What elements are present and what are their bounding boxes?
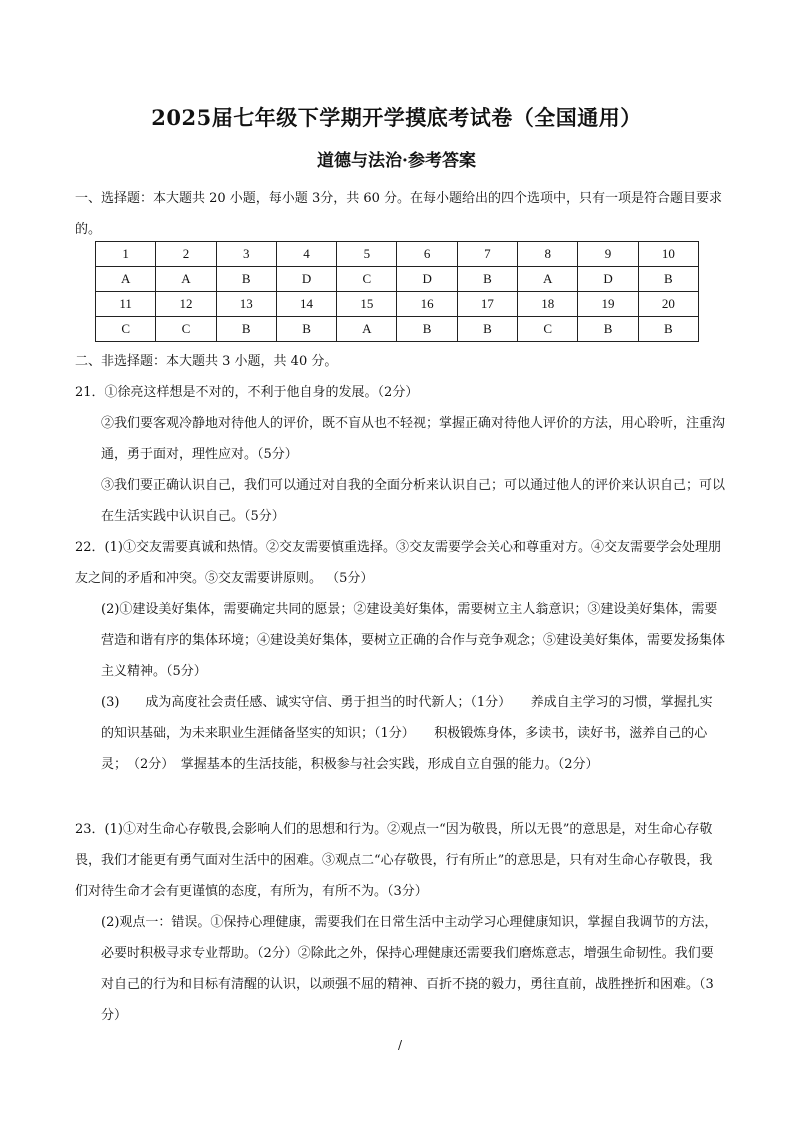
table-cell: 18 xyxy=(518,292,578,317)
table-cell: C xyxy=(156,317,216,342)
q22-part-3: (3) 成为高度社会责任感、诚实守信、勇于担当的时代新人；（1分） 养成自主学习的习惯，掌握扎实的知识基础，为未来职业生涯储备坚实的知识；（1分） 积极锻炼身体，多读书，读好书，滋养自己的心灵； （2分） 掌握基本的生活技能，积极参与社会实践，形成自立自强的能力。（2分） xyxy=(101,695,713,772)
table-cell: C xyxy=(96,317,156,342)
table-cell: A xyxy=(518,267,578,292)
section1-heading: 一、选择题：本大题共 20 小题，每小题 3分，共 60 分。在每小题给出的四个选项中，只有一项是符合题目要求的。 xyxy=(75,191,723,237)
q22-part-2: (2)①建设美好集体，需要确定共同的愿景；②建设美好集体，需要树立主人翁意识；③建设美好集体，需要营造和谐有序的集体环境；④建设美好集体，要树立正确的合作与竞争观念；⑤建设美好集体，需要发扬集体主义精神。（5分） xyxy=(101,602,726,679)
page-mark: / xyxy=(398,1038,403,1052)
table-cell: A xyxy=(156,267,216,292)
table-cell: 13 xyxy=(216,292,276,317)
table-cell: D xyxy=(397,267,457,292)
table-cell: 15 xyxy=(337,292,397,317)
table-cell: 19 xyxy=(578,292,638,317)
table-cell: B xyxy=(638,317,698,342)
table-cell: B xyxy=(638,267,698,292)
table-row xyxy=(96,292,699,317)
table-cell: 6 xyxy=(397,242,457,267)
table-cell: 4 xyxy=(276,242,336,267)
q22-part-1: 22．(1)①交友需要真诚和热情。②交友需要慎重选择。③交友需要学会关心和尊重对方。④交友需要学会处理朋友之间的矛盾和冲突。⑤交友需要讲原则。 （5分） xyxy=(75,540,721,586)
table-cell: B xyxy=(276,317,336,342)
table-cell: 16 xyxy=(397,292,457,317)
table-cell: 10 xyxy=(638,242,698,267)
table-cell: 3 xyxy=(216,242,276,267)
table-cell: C xyxy=(337,267,397,292)
table-cell: 20 xyxy=(638,292,698,317)
table-cell: 17 xyxy=(457,292,517,317)
question-22 xyxy=(75,532,725,780)
table-cell: 11 xyxy=(96,292,156,317)
table-cell: 1 xyxy=(96,242,156,267)
q21-line-3: ③我们要正确认识自己，我们可以通过对自我的全面分析来认识自己；可以通过他人的评价来认识自己；可以在生活实践中认识自己。（5分） xyxy=(101,478,726,524)
q21-line-2: ②我们要客观冷静地对待他人的评价，既不盲从也不轻视；掌握正确对待他人评价的方法，用心聆听，注重沟通，勇于面对，理性应对。（5分） xyxy=(101,416,726,462)
page-subtitle: 道德与法治·参考答案 xyxy=(317,151,476,171)
question-23 xyxy=(75,814,725,1031)
table-cell: 14 xyxy=(276,292,336,317)
table-cell: A xyxy=(96,267,156,292)
table-cell: 9 xyxy=(578,242,638,267)
table-cell: D xyxy=(578,267,638,292)
table-cell: 12 xyxy=(156,292,216,317)
table-cell: B xyxy=(457,317,517,342)
table-cell: B xyxy=(578,317,638,342)
page-title: 2025届七年级下学期开学摸底考试卷（全国通用） xyxy=(151,105,642,130)
table-row xyxy=(96,267,699,292)
table-cell: A xyxy=(337,317,397,342)
q23-part-1: 23．(1)①对生命心存敬畏,会影响人们的思想和行为。②观点一“因为敬畏，所以无畏”的意思是，对生命心存敬畏，我们才能更有勇气面对生活中的困难。③观点二“心存敬畏，行有所止”的意思是，只有对生命心存敬畏，我们对待生命才会有更谨慎的态度，有所为，有所不为。（3分） xyxy=(75,822,713,899)
table-row xyxy=(96,317,699,342)
table-cell: 7 xyxy=(457,242,517,267)
table-cell: B xyxy=(216,267,276,292)
answer-table xyxy=(95,241,699,342)
q23-part-2: (2)观点一：错误。①保持心理健康，需要我们在日常生活中主动学习心理健康知识，掌握自我调节的方法，必要时积极寻求专业帮助。（2分）②除此之外，保持心理健康还需要我们磨炼意志，增强生命韧性。我们要对自己的行为和目标有清醒的认识，以顽强不屈的精神、百折不挠的毅力，勇往直前，战胜挫折和困难。（3分） xyxy=(101,915,718,1023)
table-row xyxy=(96,242,699,267)
table-cell: B xyxy=(457,267,517,292)
table-cell: D xyxy=(276,267,336,292)
table-cell: 5 xyxy=(337,242,397,267)
question-21 xyxy=(75,377,725,532)
table-cell: 8 xyxy=(518,242,578,267)
table-cell: 2 xyxy=(156,242,216,267)
table-cell: B xyxy=(397,317,457,342)
section2-heading: 二、非选择题：本大题共 3 小题，共 40 分。 xyxy=(75,354,338,369)
q21-line-1: 21．①徐亮这样想是不对的，不利于他自身的发展。（2分） xyxy=(75,385,419,400)
table-cell: B xyxy=(216,317,276,342)
table-cell: C xyxy=(518,317,578,342)
